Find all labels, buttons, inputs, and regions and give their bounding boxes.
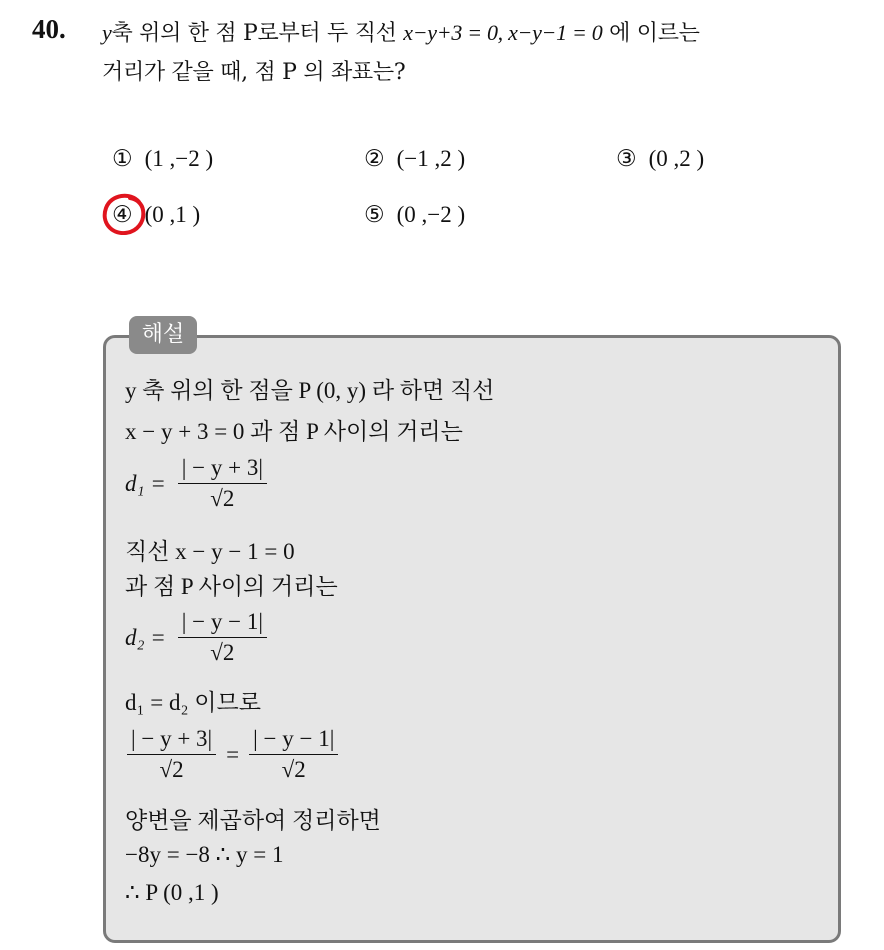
solution-line-4: 과 점 P 사이의 거리는	[125, 574, 338, 599]
d2-numerator: | − y − 1|	[178, 607, 267, 638]
option-5-text: (0 ,−2 )	[396, 202, 466, 227]
question-line-2: 거리가 같을 때, 점 P 의 좌표는?	[102, 60, 406, 85]
solution-line-2: x − y + 3 = 0 과 점 P 사이의 거리는	[125, 419, 463, 444]
option-1-mark: ①	[112, 146, 133, 171]
option-1-text: (1 ,−2 )	[144, 146, 214, 171]
answer-circle-annotation	[101, 190, 151, 240]
solution-equality	[125, 724, 340, 785]
option-5[interactable]	[364, 202, 465, 228]
eq-sign: =	[226, 741, 240, 767]
d1-denominator: √2	[210, 486, 235, 511]
d2-lhs: d₂ =	[125, 624, 166, 650]
solution-line-7: −8y = −8 ∴ y = 1	[125, 842, 284, 867]
option-3-mark: ③	[616, 146, 637, 171]
solution-d2-equation	[125, 607, 269, 668]
d1-lhs: d₁ =	[125, 470, 166, 496]
option-3-text: (0 ,2 )	[648, 146, 705, 171]
solution-line-5: d₁ = d₂ 이므로	[125, 690, 261, 715]
eq-fraction-right	[249, 724, 338, 785]
d2-denominator: √2	[210, 640, 235, 665]
solution-line-3: 직선 x − y − 1 = 0	[125, 539, 295, 564]
option-4-mark: ④	[112, 202, 133, 227]
question-line-1	[102, 16, 700, 47]
solution-line-8: ∴ P (0 ,1 )	[125, 880, 219, 905]
eq-fraction-left	[127, 724, 216, 785]
option-3[interactable]	[616, 146, 704, 172]
question-number: 40.	[32, 14, 66, 44]
question-equations: x−y+3 = 0, x−y−1 = 0	[403, 20, 603, 45]
option-5-mark: ⑤	[364, 202, 385, 227]
eq-left-numerator: | − y + 3|	[127, 724, 216, 755]
eq-right-numerator: | − y − 1|	[249, 724, 338, 755]
option-2-text: (−1 ,2 )	[396, 146, 466, 171]
option-2[interactable]	[364, 146, 465, 172]
eq-right-denominator: √2	[281, 757, 306, 782]
solution-tab-label: 해설	[129, 316, 197, 354]
eq-left-denominator: √2	[159, 757, 184, 782]
solution-line-6: 양변을 제곱하여 정리하면	[125, 808, 381, 833]
question-text-b: 에 이르는	[602, 21, 700, 46]
question-var-y: y	[102, 20, 112, 45]
d2-fraction	[178, 607, 267, 668]
solution-d1-equation	[125, 453, 269, 514]
solution-line-1: y 축 위의 한 점을 P (0, y) 라 하면 직선	[125, 378, 495, 403]
question-text-a: 축 위의 한 점 P로부터 두 직선	[111, 21, 404, 46]
d1-numerator: | − y + 3|	[178, 453, 267, 484]
option-2-mark: ②	[364, 146, 385, 171]
option-4-text: (0 ,1 )	[144, 202, 201, 227]
option-1[interactable]	[112, 146, 213, 172]
d1-fraction	[178, 453, 267, 514]
